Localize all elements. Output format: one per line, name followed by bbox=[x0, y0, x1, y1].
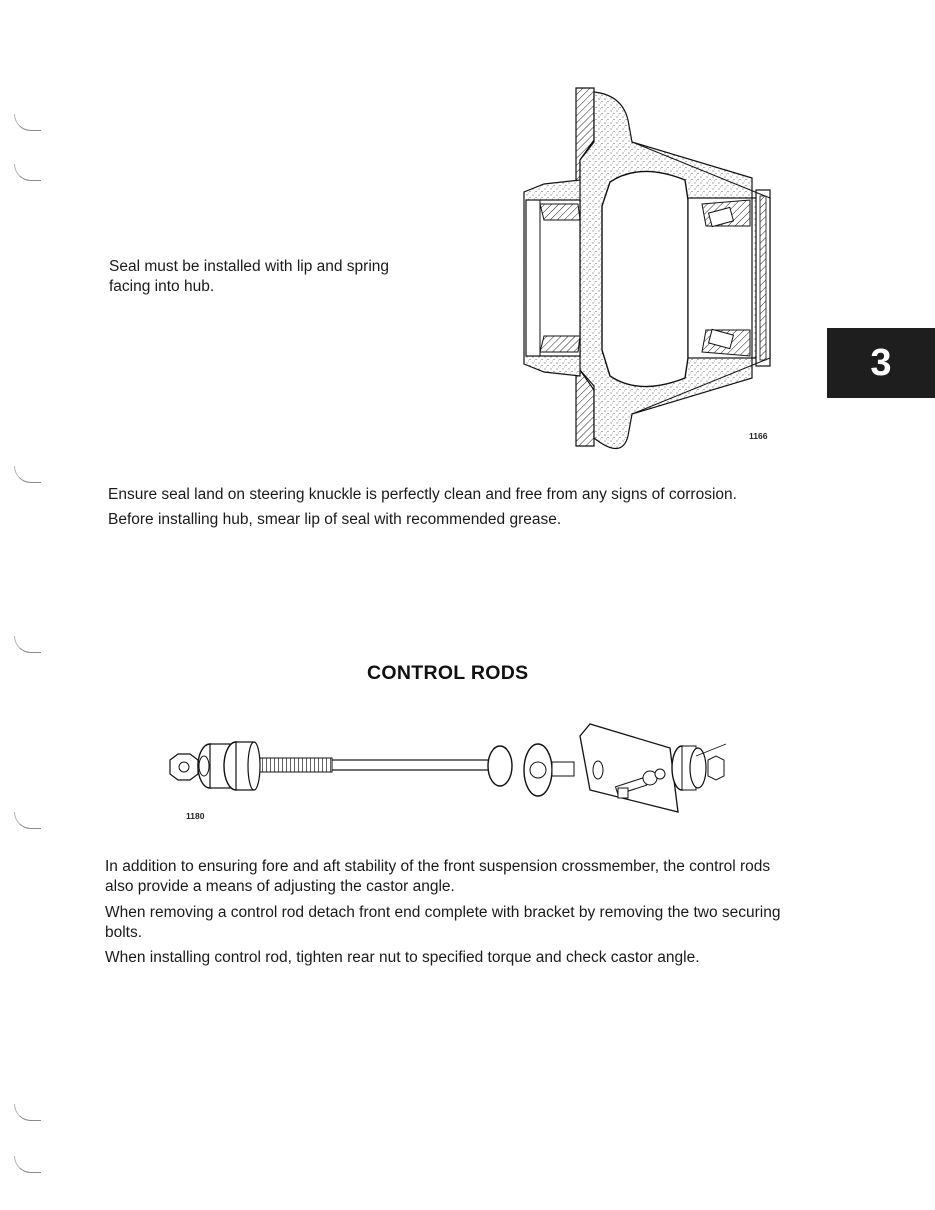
binder-hole-mark bbox=[14, 114, 41, 131]
binder-hole-mark bbox=[14, 164, 41, 181]
hub-seal-diagram bbox=[520, 80, 780, 450]
body-paragraph: When removing a control rod detach front end complete with bracket by removing the two securing bolts. bbox=[105, 904, 781, 941]
control-rod-diagram bbox=[170, 716, 730, 826]
binder-hole-mark bbox=[14, 466, 41, 483]
binder-hole-mark bbox=[14, 1156, 41, 1173]
seal-note: Ensure seal land on steering knuckle is perfectly clean and free from any signs of corrosion. bbox=[108, 486, 737, 503]
binder-hole-mark bbox=[14, 636, 41, 653]
body-paragraph: When installing control rod, tighten rear nut to specified torque and check castor angle. bbox=[105, 949, 700, 966]
seal-note: Before installing hub, smear lip of seal with recommended grease. bbox=[108, 511, 562, 528]
body-paragraph: In addition to ensuring fore and aft stability of the front suspension crossmember, the control rods also provide a means of adjusting the castor angle. bbox=[105, 858, 771, 895]
hub-figure-number: 1166 bbox=[749, 431, 768, 441]
control-rod-figure-number: 1180 bbox=[186, 811, 205, 821]
binder-hole-mark bbox=[14, 812, 41, 829]
section-heading: CONTROL RODS bbox=[367, 662, 529, 684]
binder-hole-mark bbox=[14, 1104, 41, 1121]
hub-figure-caption: Seal must be installed with lip and spring facing into hub. bbox=[109, 258, 390, 295]
section-tab: 3 bbox=[827, 328, 935, 398]
